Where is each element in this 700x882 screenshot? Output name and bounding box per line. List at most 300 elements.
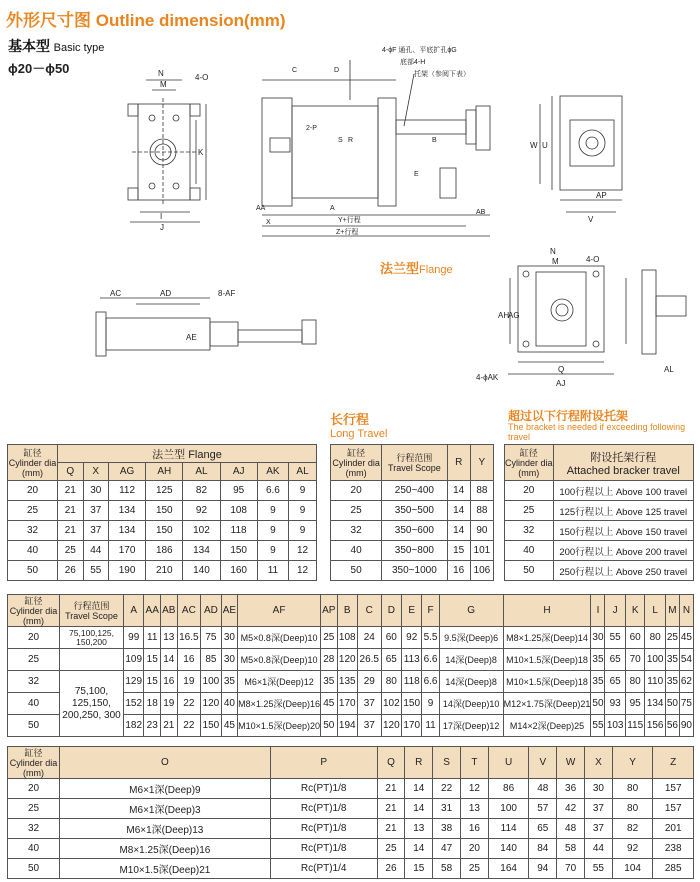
table-cell: 9 (289, 521, 317, 541)
table-cell: 108 (337, 627, 357, 649)
table-cell: 75 (679, 693, 693, 715)
dim-4-AK: 4-ϕAK (476, 373, 499, 382)
col-D: D (381, 595, 401, 627)
table-cell: 12 (461, 779, 489, 799)
col-Z: Z (653, 747, 694, 779)
col-N: N (679, 595, 693, 627)
table-cell: M14×2深(Deep)25 (503, 715, 591, 737)
col-travel-scope: 行程范围 Travel Scope (60, 595, 124, 627)
table-cell: 85 (201, 649, 221, 671)
dim-AB: AB (476, 209, 486, 216)
table-cell: 35 (665, 649, 679, 671)
table-cell: 13 (160, 627, 177, 649)
table-cell: 32 (8, 671, 60, 693)
table-cell: 35 (665, 671, 679, 693)
table-cell: 37 (357, 693, 381, 715)
table-cell: 125 (146, 481, 183, 501)
table-cell: 15 (144, 671, 161, 693)
flange-table (7, 444, 317, 581)
table-cell: 125行程以上 Above 125 travel (553, 501, 693, 521)
table-cell: 50 (505, 561, 554, 581)
table-cell: 194 (337, 715, 357, 737)
table-cell: 15 (405, 859, 433, 879)
dim-M: M (160, 80, 167, 89)
col-R: R (447, 445, 470, 481)
col-AC: AC (177, 595, 201, 627)
table-cell: 14深(Deep)10 (439, 693, 503, 715)
table-cell: 16 (447, 561, 470, 581)
col-AD: AD (201, 595, 221, 627)
table-cell: 99 (124, 627, 144, 649)
table-cell: 134 (109, 521, 146, 541)
dim-K: K (198, 148, 204, 157)
table-row (8, 779, 694, 799)
table-cell: 37 (83, 521, 109, 541)
table-cell: 19 (160, 693, 177, 715)
bore-range: ϕ20－ϕ50 (8, 61, 70, 76)
table-cell: 134 (109, 501, 146, 521)
table-cell: 134 (645, 693, 665, 715)
table-cell: 150 (220, 541, 257, 561)
table-cell: 21 (160, 715, 177, 737)
col-travel-scope: 行程范围 Travel Scope (382, 445, 447, 481)
table-cell: 44 (83, 541, 109, 561)
table-cell: 100 (488, 799, 529, 819)
table-cell: 50 (320, 715, 337, 737)
table-cell: 50 (8, 859, 60, 879)
table-row (8, 799, 694, 819)
note-bracket: 托架（参阅下表） (414, 71, 470, 78)
basic-side-view (262, 60, 490, 236)
table-cell: 9 (422, 693, 439, 715)
long-travel-en: Long Travel (330, 428, 388, 440)
dim-S: S (338, 137, 343, 144)
table-cell: 40 (505, 541, 554, 561)
table-row (8, 627, 694, 649)
col-B: B (337, 595, 357, 627)
table-cell: 112 (109, 481, 146, 501)
table-cell: 101 (470, 541, 493, 561)
flange-header: 法兰型 Flange (58, 445, 317, 463)
col-V: V (529, 747, 557, 779)
dim-V: V (588, 215, 594, 224)
dim-AE: AE (186, 333, 197, 342)
col-R: R (405, 747, 433, 779)
table-cell: 37 (585, 819, 613, 839)
col-M: M (665, 595, 679, 627)
table-cell: 25 (331, 501, 382, 521)
table-cell: 9 (257, 541, 288, 561)
dim-4-O: 4-O (586, 255, 600, 264)
col-X: X (585, 747, 613, 779)
table-cell: 20 (8, 481, 58, 501)
table-cell: 20 (461, 839, 489, 859)
col-P: P (270, 747, 377, 779)
table-cell: 25 (665, 627, 679, 649)
basic-end-labels (530, 141, 607, 224)
table-cell: 60 (625, 627, 645, 649)
table-row (505, 521, 694, 541)
table-cell: 156 (645, 715, 665, 737)
table-cell: 70 (625, 649, 645, 671)
table-cell: M6×1深(Deep)12 (238, 671, 321, 693)
table-cell: 23 (144, 715, 161, 737)
table-cell: 35 (591, 671, 605, 693)
table-cell: 70 (557, 859, 585, 879)
table-row (505, 501, 694, 521)
dim-AH: AH (498, 311, 510, 320)
bracket-note-zh: 超过以下行程附设托架 (508, 409, 629, 423)
flange-en: Flange (419, 264, 453, 276)
table-cell: 93 (605, 693, 625, 715)
col-X: X (83, 463, 109, 481)
table-cell: 115 (625, 715, 645, 737)
col-U: U (488, 747, 529, 779)
table-cell: 37 (585, 799, 613, 819)
table-row (8, 819, 694, 839)
table-cell: 65 (381, 649, 401, 671)
table-cell: 150 (201, 715, 221, 737)
table-cell: 14深(Deep)8 (439, 649, 503, 671)
table-cell: 50 (665, 693, 679, 715)
table-cell: 108 (220, 501, 257, 521)
table-cell: 12 (289, 541, 317, 561)
col-AH: AH (146, 463, 183, 481)
table-cell: 45 (679, 627, 693, 649)
col-C: C (357, 595, 381, 627)
dim-C: C (292, 67, 298, 74)
table-cell: 14深(Deep)8 (439, 671, 503, 693)
col-cylinder-dia: 缸径 Cylinder dia (mm) (505, 445, 554, 481)
table-cell: 30 (83, 481, 109, 501)
table-cell: 25 (58, 541, 84, 561)
table-cell: 37 (357, 715, 381, 737)
table-cell: 40 (8, 693, 60, 715)
table-cell: 17深(Deep)12 (439, 715, 503, 737)
basic-side-labels (256, 45, 486, 236)
table-cell: Rc(PT)1/8 (270, 799, 377, 819)
dim-AP: AP (596, 191, 607, 200)
table-cell: 22 (433, 779, 461, 799)
col-cylinder-dia: 缸径 Cylinder dia (mm) (8, 595, 60, 627)
table-row (331, 501, 494, 521)
table-cell: 164 (488, 859, 529, 879)
dim-B: B (432, 137, 437, 144)
table-cell: 20 (8, 779, 60, 799)
dim-W: W (530, 141, 538, 150)
table-cell: 14 (160, 649, 177, 671)
bottom-dimension-table (7, 746, 694, 879)
col-cylinder-dia: 缸径 Cylinder dia (mm) (8, 747, 60, 779)
table-row (331, 481, 494, 501)
table-cell: 20 (8, 627, 60, 649)
table-cell: 14 (447, 521, 470, 541)
table-cell: 22 (177, 693, 201, 715)
table-cell: 21 (377, 779, 405, 799)
col-AJ: AJ (220, 463, 257, 481)
table-cell: 18 (144, 693, 161, 715)
flange-type-label (380, 258, 453, 277)
table-cell: 80 (381, 671, 401, 693)
table-cell: 9 (289, 481, 317, 501)
table-cell: 37 (83, 501, 109, 521)
table-cell: M6×1深(Deep)9 (60, 779, 271, 799)
table-cell: 50 (8, 561, 58, 581)
dim-U: U (542, 141, 548, 150)
table-cell: 134 (183, 541, 220, 561)
dim-2-P: 2-P (306, 125, 317, 132)
table-cell: 157 (653, 779, 694, 799)
table-cell: 35 (591, 649, 605, 671)
table-cell: 92 (612, 839, 653, 859)
table-cell: 102 (381, 693, 401, 715)
table-cell: 21 (377, 819, 405, 839)
col-AA: AA (144, 595, 161, 627)
table-cell: 170 (109, 541, 146, 561)
table-cell: 210 (146, 561, 183, 581)
basic-front-labels (158, 69, 208, 232)
table-cell: 82 (612, 819, 653, 839)
col-F: F (422, 595, 439, 627)
dim-AC: AC (110, 289, 122, 298)
table-cell: 92 (402, 627, 422, 649)
table-cell: M10×1.5深(Deep)20 (238, 715, 321, 737)
flange-front-labels (476, 247, 674, 388)
table-cell: 11 (257, 561, 288, 581)
dim-8-AF: 8-AF (218, 289, 236, 298)
table-cell: 350~1000 (382, 561, 447, 581)
table-cell: 6.6 (257, 481, 288, 501)
bracket-table (504, 444, 694, 581)
table-cell: 25 (8, 799, 60, 819)
table-cell: 200行程以上 Above 200 travel (553, 541, 693, 561)
dim-M: M (552, 257, 559, 266)
table-cell: 11 (422, 715, 439, 737)
table-cell: M8×1.25深(Deep)14 (503, 627, 591, 649)
table-cell: 14 (447, 501, 470, 521)
col-I: I (591, 595, 605, 627)
table-cell: 350~800 (382, 541, 447, 561)
table-cell: 135 (337, 671, 357, 693)
dim-R: R (348, 137, 354, 144)
table-cell: 25 (377, 839, 405, 859)
col-E: E (402, 595, 422, 627)
table-cell: 114 (488, 819, 529, 839)
table-row (8, 481, 317, 501)
bracket-note-label (508, 410, 700, 442)
table-cell: 26 (58, 561, 84, 581)
table-cell: 22 (177, 715, 201, 737)
table-cell: 92 (183, 501, 220, 521)
dim-Z-travel: Z+行程 (336, 229, 359, 236)
table-cell: 106 (470, 561, 493, 581)
dim-D: D (334, 67, 340, 74)
table-cell: 16 (177, 649, 201, 671)
table-cell: 94 (529, 859, 557, 879)
table-cell: 25 (320, 627, 337, 649)
table-cell: 14 (447, 481, 470, 501)
table-cell: 57 (529, 799, 557, 819)
dim-AA: AA (256, 205, 266, 212)
table-cell: 21 (58, 521, 84, 541)
table-cell: 250行程以上 Above 250 travel (553, 561, 693, 581)
table-cell: 25 (8, 649, 60, 671)
table-cell: 14 (405, 779, 433, 799)
table-cell: 21 (377, 799, 405, 819)
col-cylinder-dia: 缸径 Cylinder dia (mm) (331, 445, 382, 481)
table-cell: 100 (201, 671, 221, 693)
table-cell: 40 (331, 541, 382, 561)
table-cell: 12 (289, 561, 317, 581)
table-cell: 42 (557, 799, 585, 819)
col-AL: AL (289, 463, 317, 481)
dim-N: N (550, 247, 556, 256)
basic-end-view (540, 96, 622, 212)
table-cell: 30 (221, 649, 238, 671)
table-cell: 95 (220, 481, 257, 501)
col-L: L (645, 595, 665, 627)
col-Y: Y (612, 747, 653, 779)
col-AG: AG (109, 463, 146, 481)
table-cell: 6.6 (422, 671, 439, 693)
table-cell: 5.5 (422, 627, 439, 649)
table-cell: 58 (557, 839, 585, 859)
table-cell: 21 (58, 481, 84, 501)
note-bottom: 底部4-H (400, 59, 426, 66)
table-cell: 20 (505, 481, 554, 501)
col-AP: AP (320, 595, 337, 627)
table-cell: 86 (488, 779, 529, 799)
table-cell: 15 (144, 649, 161, 671)
table-cell: 16 (461, 819, 489, 839)
table-cell: 26 (377, 859, 405, 879)
table-cell: 65 (605, 671, 625, 693)
col-K: K (625, 595, 645, 627)
table-cell: 9 (257, 501, 288, 521)
table-row (8, 839, 694, 859)
table-cell: 160 (220, 561, 257, 581)
table-cell: 32 (331, 521, 382, 541)
table-cell: 104 (612, 859, 653, 879)
table-cell: 11 (144, 627, 161, 649)
table-cell: 170 (402, 715, 422, 737)
table-cell: 32 (505, 521, 554, 541)
table-cell: 88 (470, 501, 493, 521)
table-cell: Rc(PT)1/8 (270, 779, 377, 799)
table-cell: 238 (653, 839, 694, 859)
table-cell: 16 (160, 671, 177, 693)
flange-front-view (508, 266, 686, 374)
table-cell: 36 (557, 779, 585, 799)
table-cell: 120 (381, 715, 401, 737)
table-row (505, 541, 694, 561)
dim-AG: AG (508, 311, 520, 320)
table-cell: 55 (591, 715, 605, 737)
long-travel-table (330, 444, 494, 581)
table-cell: 16.5 (177, 627, 201, 649)
dim-Q: Q (558, 365, 565, 374)
dim-J: J (160, 223, 164, 232)
table-cell: 28 (320, 649, 337, 671)
table-cell: 6.6 (422, 649, 439, 671)
table-cell: 182 (124, 715, 144, 737)
table-cell: 90 (470, 521, 493, 541)
table-cell: 118 (402, 671, 422, 693)
table-row (8, 561, 317, 581)
table-cell: 250~400 (382, 481, 447, 501)
table-cell: 60 (381, 627, 401, 649)
table-cell: 150行程以上 Above 150 travel (553, 521, 693, 541)
table-cell: 80 (612, 779, 653, 799)
main-dimension-table (7, 594, 694, 737)
table-cell: 55 (605, 627, 625, 649)
table-cell: 55 (585, 859, 613, 879)
table-cell: M10×1.5深(Deep)18 (503, 649, 591, 671)
col-W: W (557, 747, 585, 779)
table-cell: Rc(PT)1/8 (270, 819, 377, 839)
table-cell: 102 (183, 521, 220, 541)
table-cell: 48 (557, 819, 585, 839)
table-cell: 152 (124, 693, 144, 715)
bracket-note-en: The bracket is needed if exceeding following travel (508, 422, 686, 442)
table-cell: 38 (433, 819, 461, 839)
table-cell: M5×0.8深(Deep)10 (238, 627, 321, 649)
table-cell: 30 (585, 779, 613, 799)
table-cell: 15 (447, 541, 470, 561)
table-cell: 40 (8, 839, 60, 859)
col-Y: Y (470, 445, 493, 481)
table-cell: 58 (433, 859, 461, 879)
long-travel-label (330, 412, 387, 442)
dim-I: I (160, 212, 163, 221)
table-cell: 150 (146, 521, 183, 541)
dim-AD: AD (160, 289, 172, 298)
table-cell: 350~600 (382, 521, 447, 541)
table-cell: 45 (221, 715, 238, 737)
table-row (331, 541, 494, 561)
table-cell: 109 (124, 649, 144, 671)
table-cell: 26.5 (357, 649, 381, 671)
table-cell: 55 (83, 561, 109, 581)
col-cylinder-dia: 缸径 Cylinder dia (mm) (8, 445, 58, 481)
table-cell: 19 (177, 671, 201, 693)
table-cell: 100 (645, 649, 665, 671)
page-title: 外形尺寸图 Outline dimension(mm) (6, 11, 286, 30)
table-cell: 140 (183, 561, 220, 581)
table-cell: Rc(PT)1/4 (270, 859, 377, 879)
table-cell: 25 (8, 501, 58, 521)
table-cell: 30 (591, 627, 605, 649)
table-cell: M10×1.5深(Deep)18 (503, 671, 591, 693)
technical-drawings (0, 0, 700, 405)
table-cell: 45 (320, 693, 337, 715)
col-Q: Q (377, 747, 405, 779)
travel-scope-cell: 75,100, 125,150, 200,250, 300 (60, 671, 124, 737)
note-through-hole: 4-ϕF 通孔、平底扩孔ϕG (382, 47, 457, 54)
table-cell: 113 (402, 649, 422, 671)
table-cell: 40 (8, 541, 58, 561)
table-row (8, 521, 317, 541)
table-cell: 186 (146, 541, 183, 561)
dim-AL: AL (664, 365, 674, 374)
basic-type-zh: 基本型 (8, 38, 50, 54)
table-cell: 120 (337, 649, 357, 671)
table-row (8, 541, 317, 561)
travel-scope-cell: 75,100,125, 150,200 (60, 627, 124, 649)
table-cell: 120 (201, 693, 221, 715)
table-cell: 14 (405, 799, 433, 819)
table-cell: 9 (289, 501, 317, 521)
